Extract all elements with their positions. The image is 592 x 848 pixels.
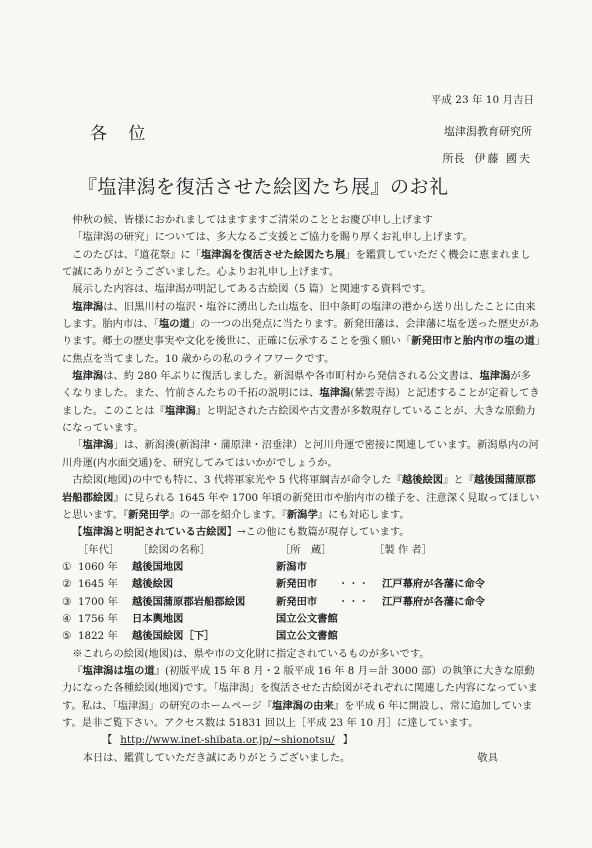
header-maker: ［製 作 者］	[374, 543, 433, 556]
letter-date: 平成 23 年 10 月吉日	[430, 94, 534, 106]
thanks-paragraph: 「塩津潟の研究」については、多大なるご支援とご協力を賜り厚くお礼申し上げます。	[72, 231, 473, 244]
book-paragraph: 『塩津潟は塩の道』(初版平成 15 年 8 月・2 版平成 16 年 8 月＝計 3000 部）の執筆に大きな原動力になった各種絵図(地図)です。「塩津潟」を復活させた古絵図がそれぞれに関連した内容になっています。私は、「塩津潟」の研究のホームページ『塩津潟の由来』を平成 6 年に開設し、常に追加しています。是非ご覧下さい。アクセス数は 51831 回以上［平成 23 年 10 月］に達しています。【 http://www.inet-shibata.or.jp/~shionotsu/ 】	[62, 664, 538, 747]
sender-name: 伊藤 國夫	[474, 152, 532, 165]
contents-paragraph: 展示した内容は、塩津潟が明記してある古絵図（5 篇）と関連する資料です。	[72, 283, 432, 296]
letter-body	[62, 212, 540, 767]
revival-paragraph: 塩津潟は、約 280 年ぶりに復活しました。新潟県や各市町村から発信される公文書は、塩津潟が多くなりました。また、竹前さんたちの千拓の説明には、塩津潟(紫雲寺潟）と記述することが定着してきました。このことは『塩津潟』と明記された古絵図や古文書が多数現存していることが、大きな原動力になっています。	[62, 370, 540, 435]
sender-title: 所長	[442, 152, 465, 165]
table-row: ③ 1700 年 越後国蒲原郡岩船郡絵図 新発田市 ・・・ 江戸幕府が各藩に命令	[62, 595, 485, 608]
header-map-name: ［絵図の名称］	[138, 543, 211, 556]
old-maps-paragraph: 古絵図(地図)の中でも特に、3 代将軍家光や 5 代将軍綱吉が命令した『越後絵図』と『越後国蒲原郡岩船郡絵図』に見られる 1645 年や 1700 年頃の新発田市や胎内市の様子を、注意深く見取ってほしいと思います。『新発田学』の一部を紹介します。『新潟学』にも対応します。	[62, 474, 540, 521]
table-row: ④ 1756 年 日本輿地図 国立公文書館	[62, 612, 338, 625]
greeting-paragraph: 仲秋の候、皆様におかれましてはますますご清栄のこととお慶び申し上げます	[72, 214, 433, 226]
homepage-link[interactable]: http://www.inet-shibata.or.jp/~shionotsu/	[120, 734, 335, 747]
table-row: ⑤ 1822 年 越後国絵図［下］ 国立公文書館	[62, 630, 338, 643]
cultural-asset-note: ※これらの絵図(地図)は、県や市の文化財に指定されているものが多いです。	[72, 647, 430, 660]
maps-table-header	[62, 542, 540, 559]
closing-line	[62, 750, 540, 767]
addressee: 各 位	[90, 124, 154, 144]
document-title: 『塩津潟を復活させた絵図たち展』のお礼	[78, 176, 449, 198]
sender-line	[443, 150, 533, 166]
origin-paragraph: 塩津潟は、旧黒川村の塩沢・塩谷に湧出した山塩を、旧中条町の塩津の港から送り出したことに由来します。胎内市は、「塩の道」の一つの出発点に当たります。新発田藩は、会津藩に塩を送った歴史があります。郷土の歴史事実や文化を後世に、正確に伝承することを強く願い「新発田市と胎内市の塩の道」に焦点を当てました。10 歳からの私のライフワークです。	[62, 300, 540, 365]
header-year: ［年代］	[78, 543, 120, 556]
table-row: ① 1060 年 越後国地図 新潟市	[62, 560, 307, 573]
header-holder: ［所 蔵］	[280, 543, 332, 556]
closing-sign: 敬具	[477, 751, 498, 764]
table-row: ② 1645 年 越後絵図 新発田市 ・・・ 江戸幕府が各藩に命令	[62, 578, 485, 591]
exhibition-paragraph: このたびは、『道花祭』に「塩津潟を復活させた絵図たち展」を鑑賞していただく機会に恵まれまして誠にありがとうございました。心よりお礼申し上げます。	[62, 248, 531, 279]
maps-list-heading: 【塩津潟と明記されている古絵図】→この他にも数篇が現存しています。	[72, 526, 410, 539]
organization-name: 塩津潟教育研究所	[444, 125, 532, 138]
river-transport-paragraph: 「塩津潟」は、新潟湊(新潟津・蒲原津・沼垂津）と河川舟運で密接に関連しています。新潟県内の河川舟運(内水面交通)を、研究してみてはいかがでしょうか。	[62, 439, 539, 469]
closing-text: 本日は、鑑賞していただき誠にありがとうございました。	[82, 751, 351, 764]
